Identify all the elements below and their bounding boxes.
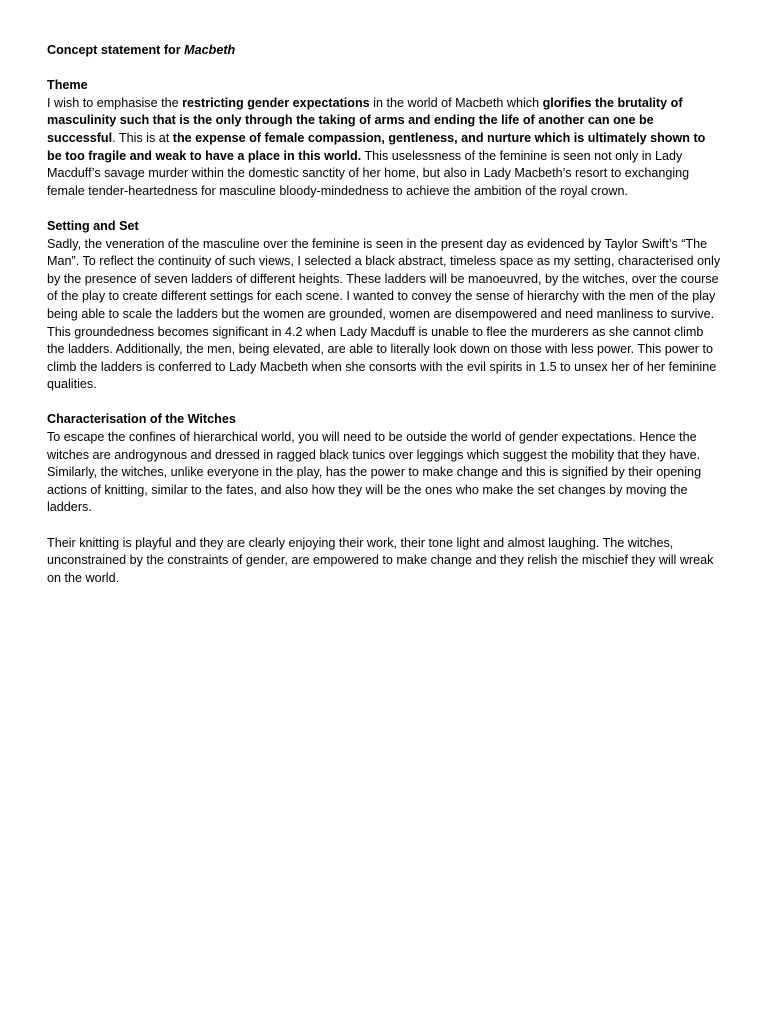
theme-run-2: restricting gender expectations xyxy=(182,95,370,110)
title-prefix: Concept statement for xyxy=(47,43,185,57)
theme-run-1: I wish to emphasise the xyxy=(47,95,183,110)
document-page xyxy=(47,42,723,605)
setting-heading: Setting and Set xyxy=(47,218,139,233)
theme-run-5: . This is at xyxy=(112,130,173,145)
witches-heading: Characterisation of the Witches xyxy=(47,412,236,427)
theme-heading: Theme xyxy=(47,78,88,93)
document-title xyxy=(47,42,723,60)
theme-run-3: in the world of Macbeth which xyxy=(369,95,543,110)
theme-run-7: This uselessness of the feminine is seen not only in Lady Macduff’s savage murder within the domestic sanctity of her home, but also in Lady Macbeth’s resort to exchanging female tender-heartedness for masculine bloody-mindedness to achieve the ambition of the royal crown. xyxy=(47,148,690,198)
witches-paragraph-1: To escape the confines of hierarchical world, you will need to be outside the world of gender expectations. Hence the witches are androgynous and dressed in ragged black tunics over leggings which suggest the mobility that they have. Similarly, the witches, unlike everyone in the play, has the power to make change and this is signified by their opening actions of knitting, similar to the fates, and also how they will be the ones who make the set changes by moving the ladders. xyxy=(47,430,702,515)
theme-run-4: glorifies the brutality of masculinity such that is the only through the taking of arms and ending the life of another can one be successful xyxy=(47,95,683,145)
theme-run-6: the expense of female compassion, gentleness, and nurture which is ultimately shown to be too fragile and weak to have a place in this world. xyxy=(47,130,706,163)
setting-paragraph: Sadly, the veneration of the masculine over the feminine is seen in the present day as evidenced by Taylor Swift’s “The Man”. To reflect the continuity of such views, I selected a black abstract, timeless space as my setting, characterised only by the presence of seven ladders of different heights. These ladders will be manoeuvred, by the witches, over the course of the play to create different settings for each scene. I wanted to convey the sense of hierarchy with the men of the play being able to scale the ladders but the women are grounded, women are disempowered and need manliness to survive. This groundedness becomes significant in 4.2 when Lady Macduff is unable to flee the murderers as she cannot climb the ladders. Additionally, the men, being elevated, are able to literally look down on those with less power. This power to climb the ladders is conferred to Lady Macbeth when she consorts with the evil spirits in 1.5 to unsex her of her feminine qualities. xyxy=(47,236,721,392)
theme-paragraph xyxy=(47,95,723,201)
title-play: Macbeth xyxy=(184,43,236,57)
witches-paragraph-2: Their knitting is playful and they are clearly enjoying their work, their tone light and almost laughing. The witches, unconstrained by the constraints of gender, are empowered to make change and they relish the mischief they will wreak on the world. xyxy=(47,535,714,585)
